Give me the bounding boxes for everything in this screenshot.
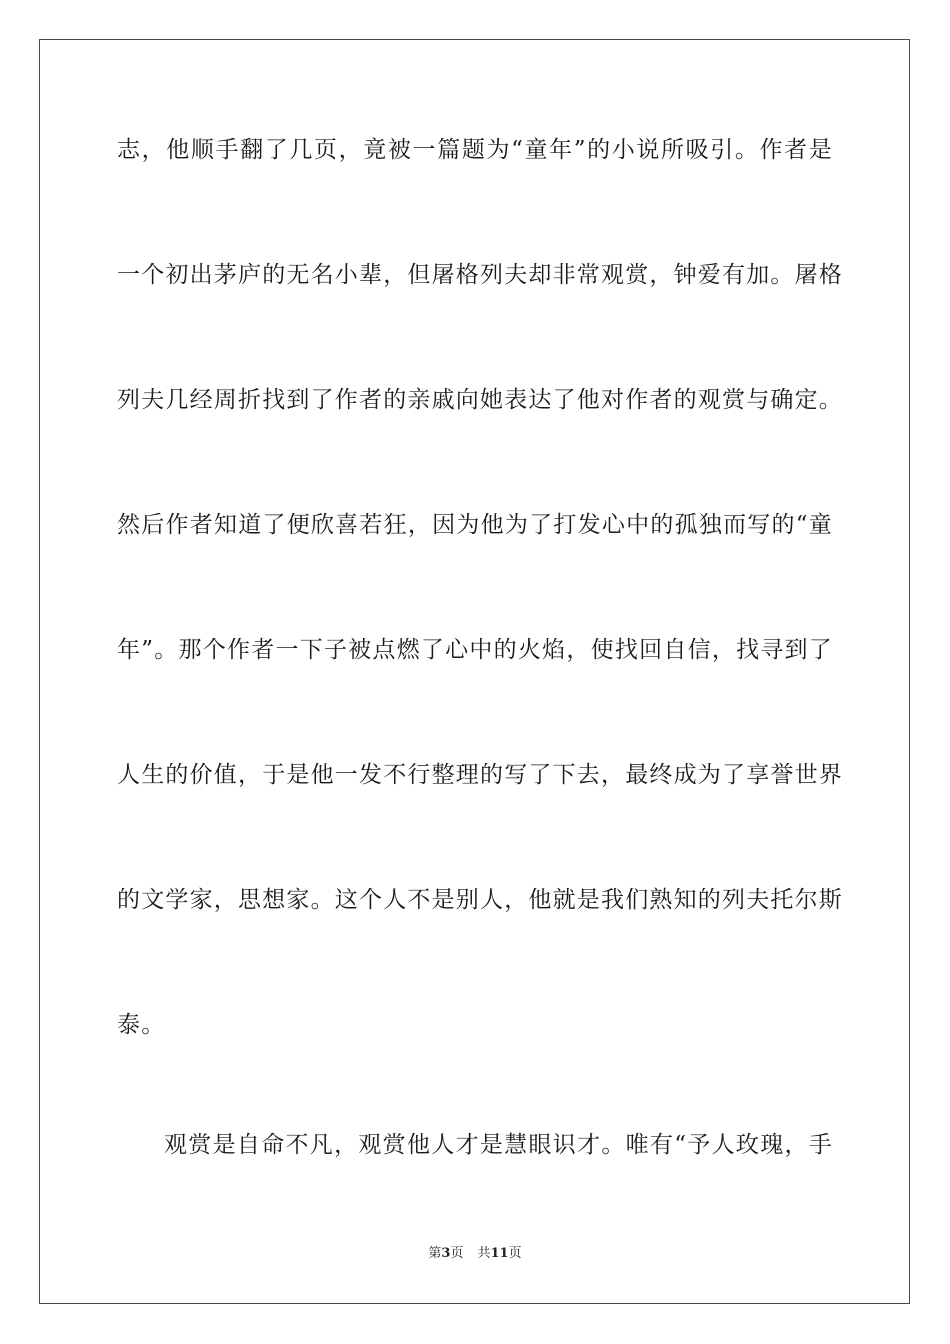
- text-line: 泰。: [117, 1012, 166, 1038]
- text-line: 志，他顺手翻了几页，竟被一篇题为“童年”的小说所吸引。作者是: [117, 137, 833, 163]
- page-suffix: 页: [450, 1246, 464, 1261]
- total-suffix: 页: [508, 1246, 522, 1261]
- page-border: [39, 39, 910, 1304]
- text-line: 年”。那个作者一下子被点燃了心中的火焰，使找回自信，找寻到了: [117, 637, 833, 663]
- page-footer: [0, 1245, 950, 1263]
- text-line: 然后作者知道了便欣喜若狂，因为他为了打发心中的孤独而写的“童: [117, 512, 833, 538]
- text-line: 人生的价值，于是他一发不行整理的写了下去，最终成为了享誉世界: [117, 762, 843, 788]
- paragraph-start-line: 观赏是自命不凡，观赏他人才是慧眼识才。唯有“予人玫瑰，手: [164, 1132, 833, 1158]
- text-line: 一个初出茅庐的无名小辈，但屠格列夫却非常观赏，钟爱有加。屠格: [117, 262, 843, 288]
- total-pages: 11: [490, 1246, 509, 1261]
- page-prefix: 第: [428, 1246, 442, 1261]
- text-line: 的文学家，思想家。这个人不是别人，他就是我们熟知的列夫托尔斯: [117, 887, 843, 913]
- page-number: 3: [441, 1246, 451, 1261]
- total-prefix: 共: [477, 1246, 491, 1261]
- text-line: 列夫几经周折找到了作者的亲戚向她表达了他对作者的观赏与确定。: [117, 387, 843, 413]
